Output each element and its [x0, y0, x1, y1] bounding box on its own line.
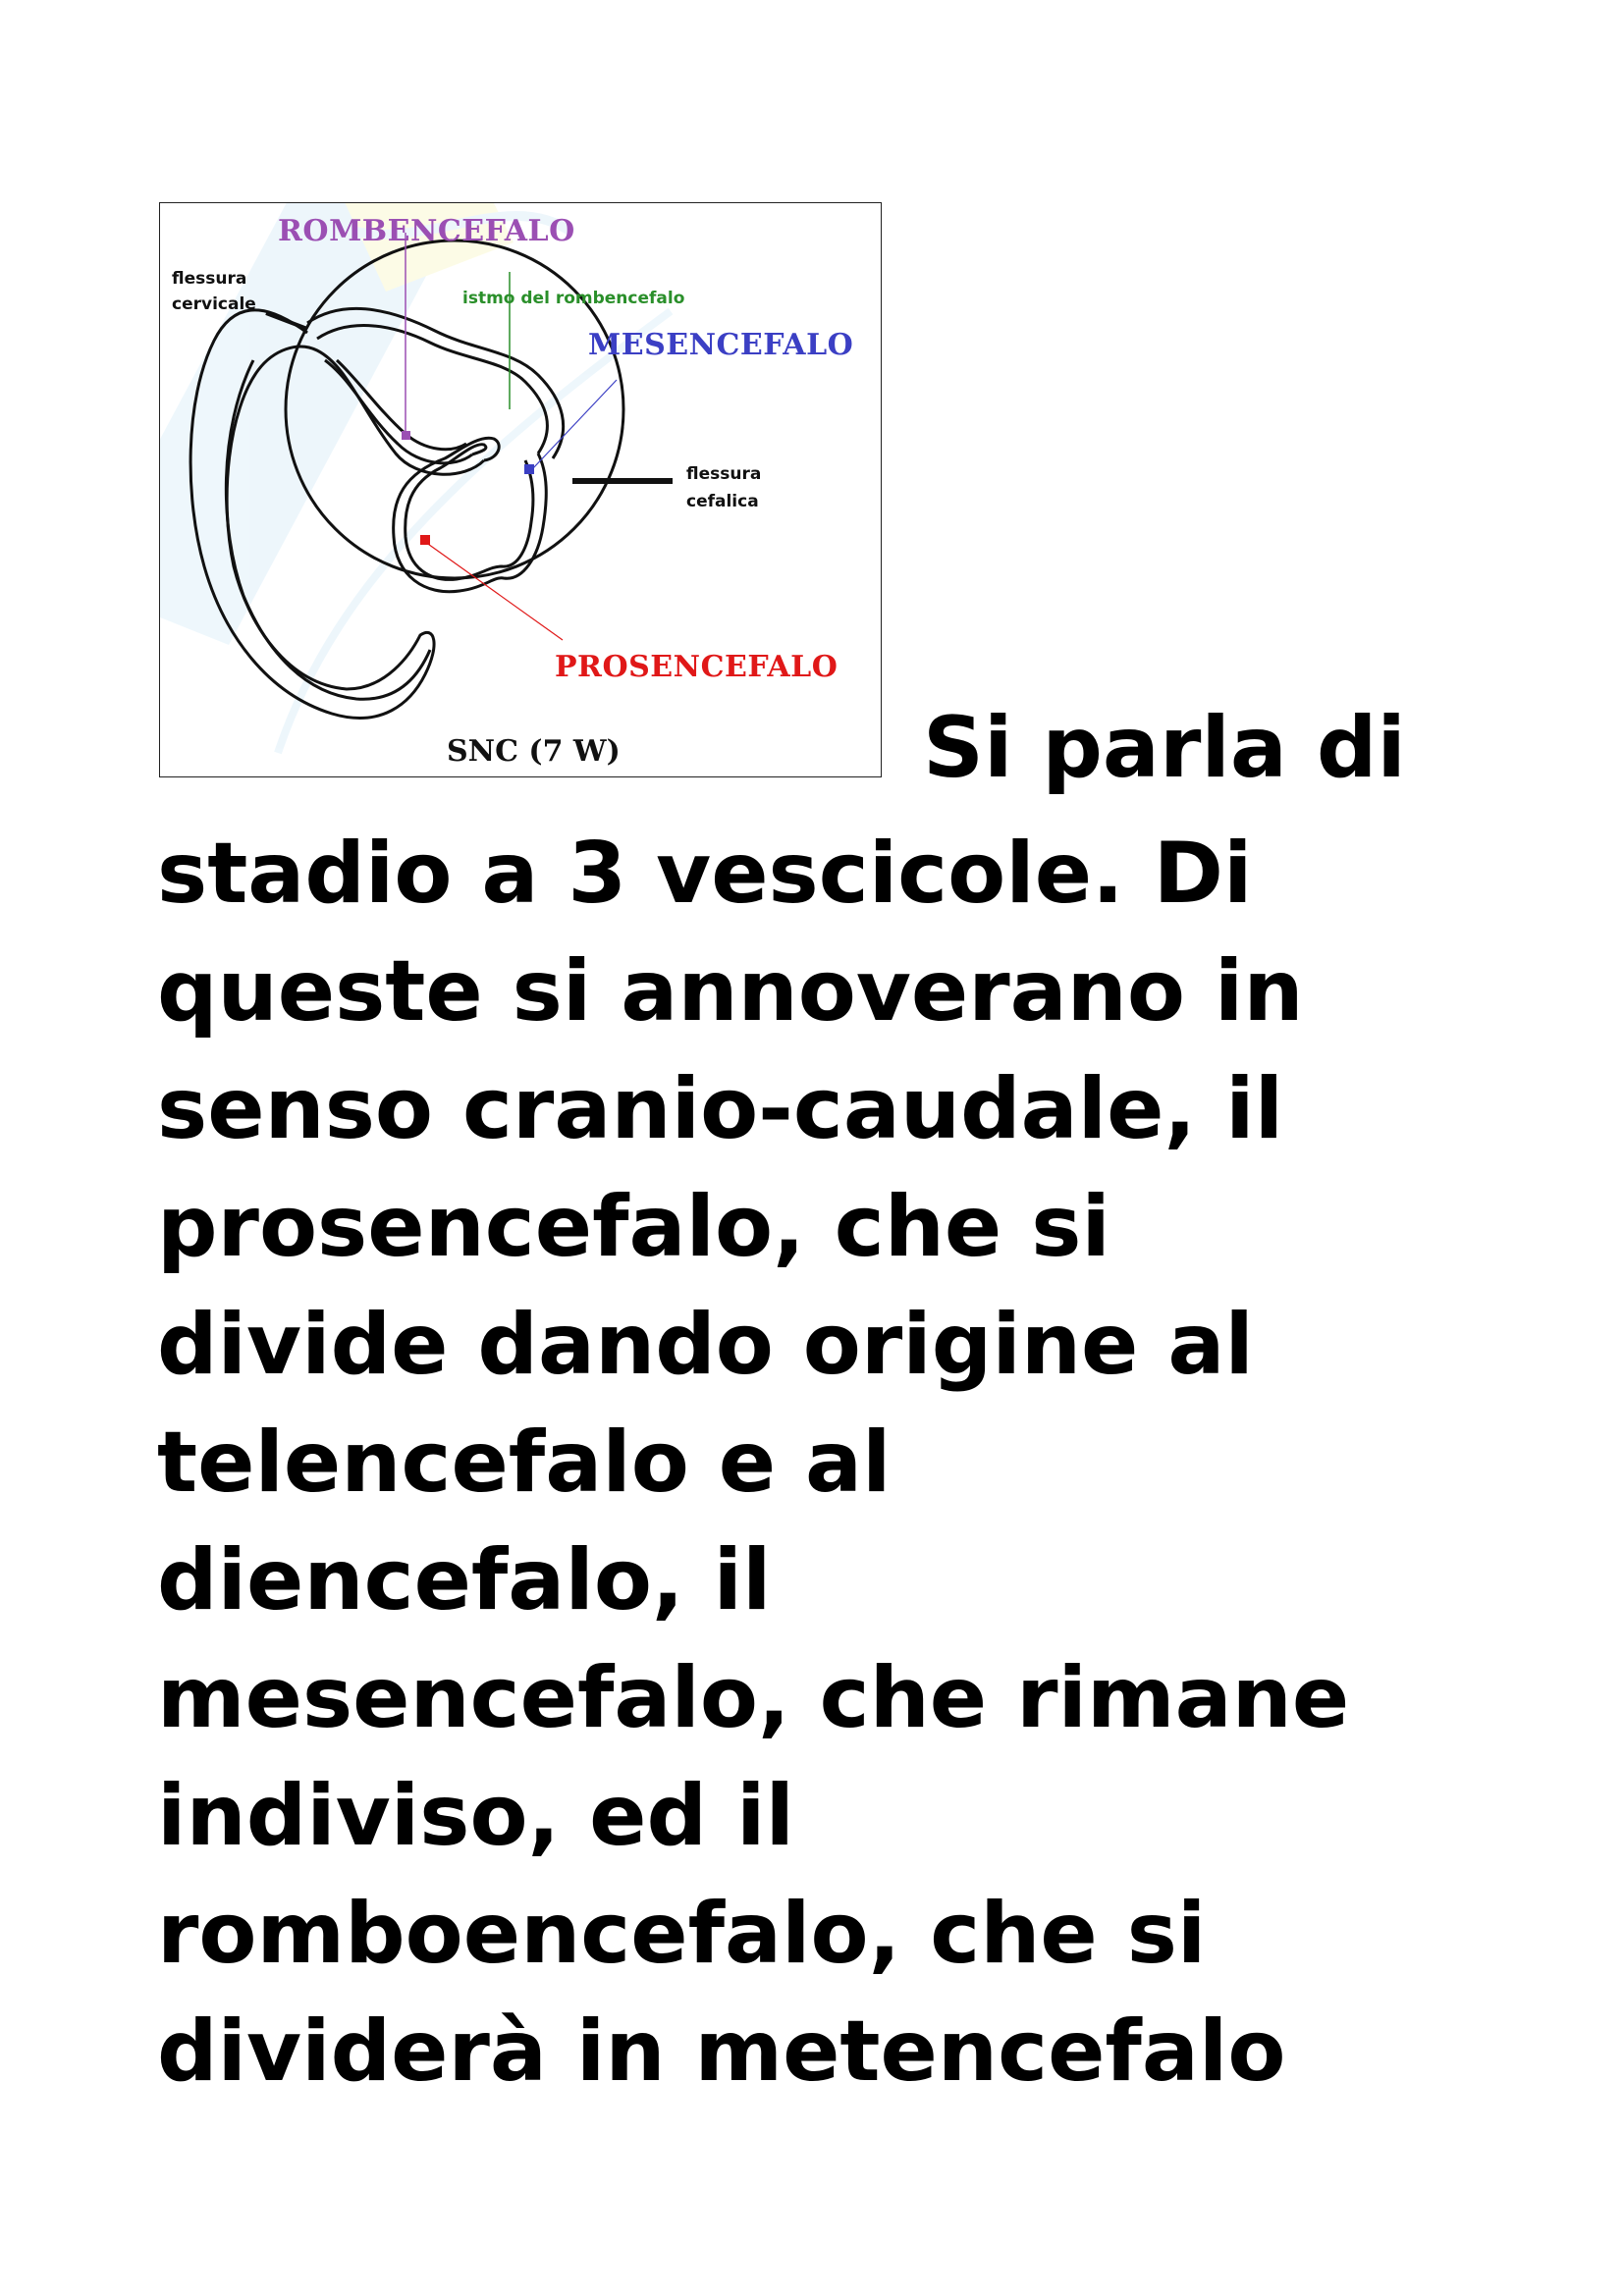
paragraph-line: diencefalo, il [157, 1531, 772, 1629]
label-rombencefalo: ROMBENCEFALO [278, 214, 575, 248]
embryo-cns-diagram [159, 202, 882, 777]
figure-caption: SNC (7 W) [447, 734, 621, 769]
paragraph-line: queste si annoverano in [157, 942, 1304, 1041]
embryo-cns-drawing [160, 203, 882, 777]
paragraph-line: stadio a 3 vescicole. Di [157, 825, 1253, 923]
paragraph-line: senso cranio-caudale, il [157, 1060, 1284, 1158]
paragraph-line: telencefalo e al [157, 1414, 892, 1512]
paragraph-first-line: Si parla di [923, 699, 1406, 797]
paragraph-line: dividerà in metencefalo [157, 2002, 1286, 2101]
paragraph-line: prosencefalo, che si [157, 1178, 1110, 1276]
label-flessura-cervicale-2: cervicale [172, 294, 256, 314]
paragraph-body [157, 815, 1349, 2110]
label-istmo: istmo del rombencefalo [462, 289, 685, 308]
label-flessura-cefalica-1: flessura [686, 464, 762, 484]
label-mesencefalo: MESENCEFALO [588, 328, 854, 362]
label-flessura-cefalica-2: cefalica [686, 492, 759, 511]
paragraph-line: mesencefalo, che rimane [157, 1649, 1350, 1747]
paragraph-line: romboencefalo, che si [157, 1885, 1207, 1983]
paragraph-line: divide dando origine al [157, 1296, 1254, 1394]
label-prosencefalo: PROSENCEFALO [555, 650, 839, 684]
label-flessura-cervicale-1: flessura [172, 269, 247, 289]
paragraph-line: indiviso, ed il [157, 1767, 794, 1865]
